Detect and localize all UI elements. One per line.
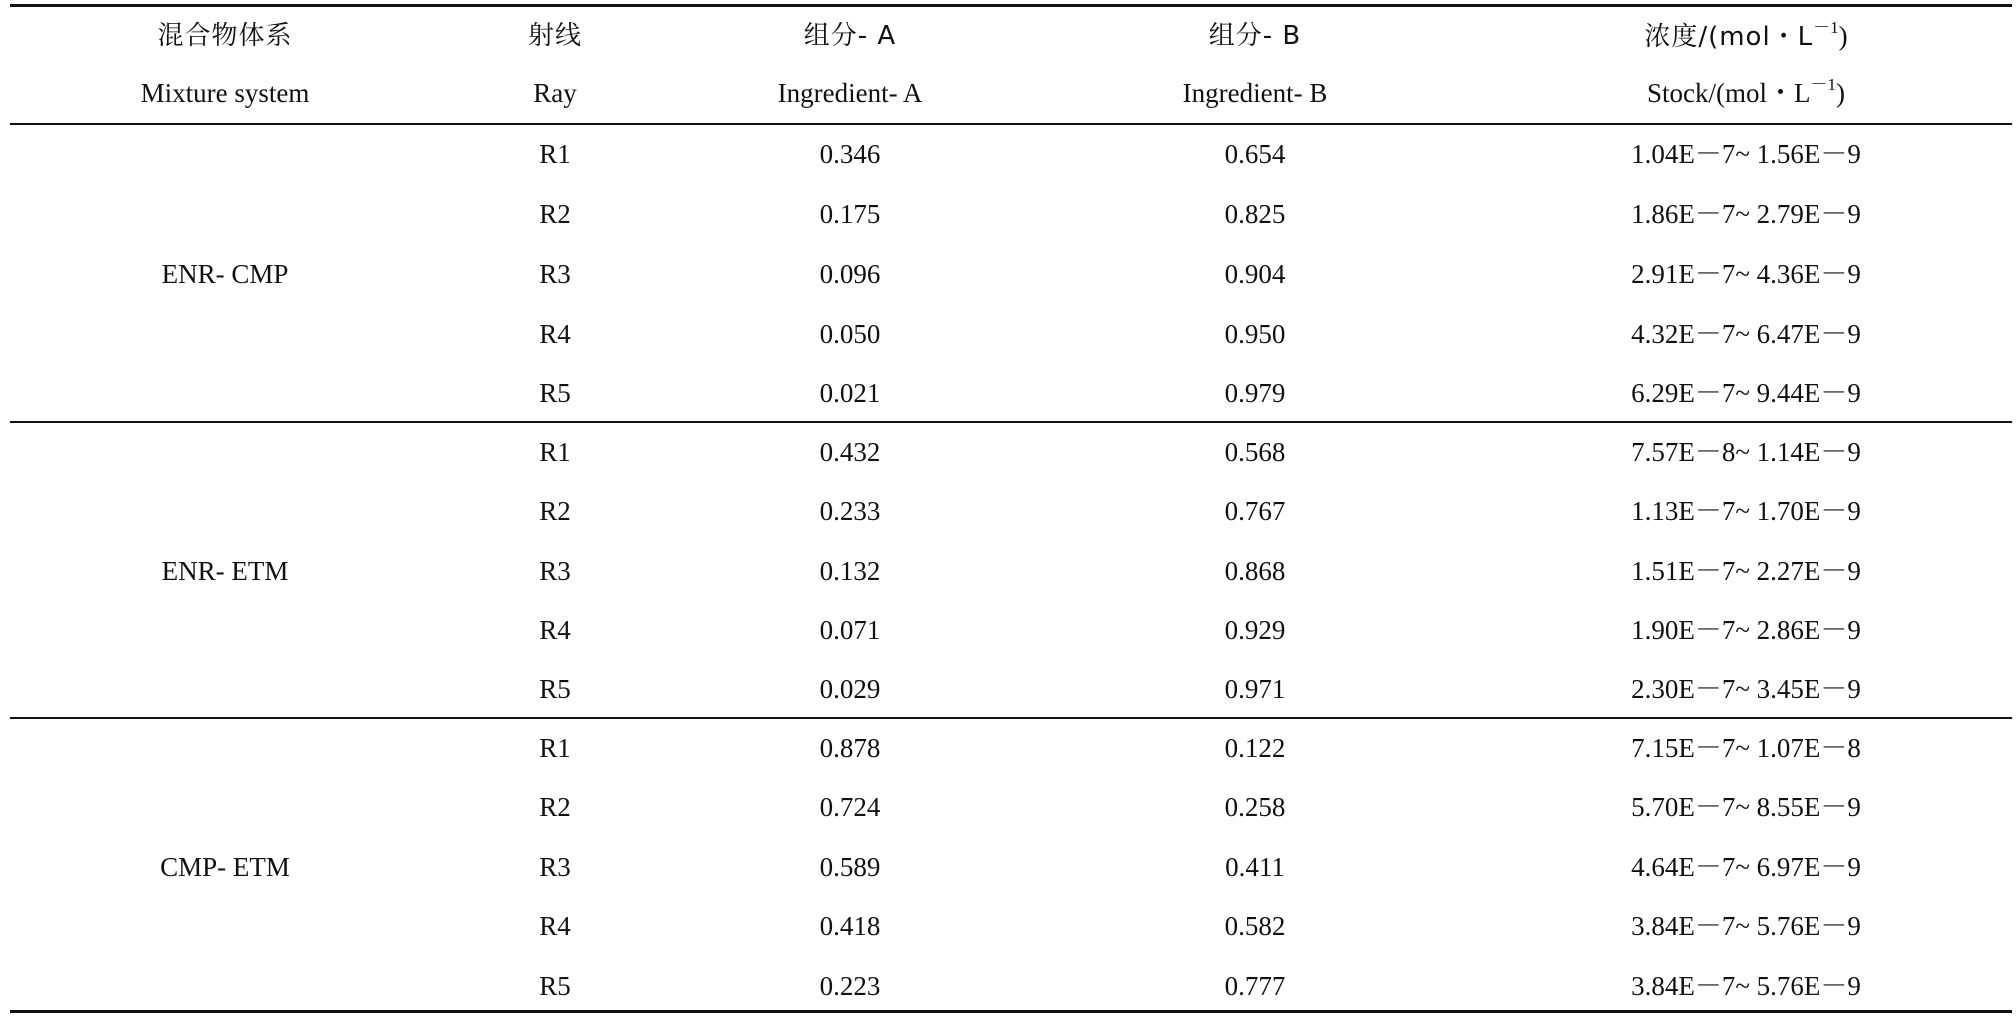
ray-cell: R1: [539, 733, 571, 763]
group-divider-rule: [10, 421, 2012, 423]
ingredient-a-cell: 0.071: [819, 615, 881, 645]
concentration-cell: 2.91E－7~ 4.36E－9: [1631, 259, 1861, 289]
ingredient-b-cell: 0.258: [1224, 792, 1286, 822]
ingredient-a-cell: 0.589: [819, 852, 881, 882]
ray-cell: R3: [539, 852, 571, 882]
ray-cell: R4: [539, 319, 571, 349]
ray-cell: R3: [539, 556, 571, 586]
ray-cell: R3: [539, 259, 571, 289]
ingredient-a-cell: 0.418: [819, 911, 881, 941]
concentration-cell: 7.15E－7~ 1.07E－8: [1631, 733, 1861, 763]
header-concentration-zh-prefix: 浓度/(mol・L: [1644, 22, 1814, 52]
ingredient-b-cell: 0.122: [1224, 733, 1286, 763]
header-concentration-zh-suffix: ): [1838, 21, 1848, 51]
header-concentration-en-suffix: ): [1836, 78, 1845, 108]
concentration-cell: 1.51E－7~ 2.27E－9: [1631, 556, 1861, 586]
ray-cell: R1: [539, 139, 571, 169]
ray-cell: R5: [539, 674, 571, 704]
ray-cell: R4: [539, 911, 571, 941]
ingredient-a-cell: 0.132: [819, 556, 881, 586]
header-rule: [10, 123, 2012, 125]
header-concentration-zh-sup: －1: [1813, 18, 1839, 37]
header-ray-zh: 射线: [527, 21, 582, 51]
ray-cell: R2: [539, 199, 571, 229]
ingredient-b-cell: 0.582: [1224, 911, 1286, 941]
concentration-cell: 6.29E－7~ 9.44E－9: [1631, 378, 1861, 408]
header-system-en: Mixture system: [140, 78, 310, 108]
ingredient-b-cell: 0.868: [1224, 556, 1286, 586]
ingredient-b-cell: 0.979: [1224, 378, 1286, 408]
table-top-rule: [10, 4, 2012, 7]
ingredient-b-cell: 0.568: [1224, 437, 1286, 467]
group-divider-rule: [10, 717, 2012, 719]
ingredient-b-cell: 0.767: [1224, 496, 1286, 526]
concentration-cell: 1.13E－7~ 1.70E－9: [1631, 496, 1861, 526]
concentration-cell: 4.32E－7~ 6.47E－9: [1631, 319, 1861, 349]
ray-cell: R5: [539, 971, 571, 1001]
ingredient-a-cell: 0.878: [819, 733, 881, 763]
header-system-zh: 混合物体系: [157, 21, 293, 51]
concentration-cell: 1.90E－7~ 2.86E－9: [1631, 615, 1861, 645]
mixture-system-cell: CMP- ETM: [160, 852, 290, 882]
concentration-cell: 2.30E－7~ 3.45E－9: [1631, 674, 1861, 704]
ray-cell: R1: [539, 437, 571, 467]
ingredient-b-cell: 0.904: [1224, 259, 1286, 289]
ingredient-a-cell: 0.223: [819, 971, 881, 1001]
ingredient-a-cell: 0.432: [819, 437, 881, 467]
header-ingredient-a-en: Ingredient- A: [777, 78, 923, 108]
ingredient-a-cell: 0.096: [819, 259, 881, 289]
header-ray-en: Ray: [533, 78, 577, 108]
ingredient-a-cell: 0.724: [819, 792, 881, 822]
header-ingredient-b-zh: 组分- B: [1208, 21, 1302, 51]
concentration-cell: 3.84E－7~ 5.76E－9: [1631, 911, 1861, 941]
ingredient-b-cell: 0.654: [1224, 139, 1286, 169]
ingredient-b-cell: 0.411: [1225, 852, 1285, 882]
mixture-system-cell: ENR- ETM: [161, 556, 289, 586]
ingredient-a-cell: 0.233: [819, 496, 881, 526]
ray-cell: R2: [539, 792, 571, 822]
ray-cell: R5: [539, 378, 571, 408]
ray-cell: R2: [539, 496, 571, 526]
header-ingredient-a-zh: 组分- A: [803, 21, 897, 51]
ingredient-a-cell: 0.029: [819, 674, 881, 704]
ray-cell: R4: [539, 615, 571, 645]
concentration-cell: 7.57E－8~ 1.14E－9: [1631, 437, 1861, 467]
concentration-cell: 1.86E－7~ 2.79E－9: [1631, 199, 1861, 229]
ingredient-b-cell: 0.971: [1224, 674, 1286, 704]
concentration-cell: 4.64E－7~ 6.97E－9: [1631, 852, 1861, 882]
ingredient-a-cell: 0.050: [819, 319, 881, 349]
concentration-cell: 3.84E－7~ 5.76E－9: [1631, 971, 1861, 1001]
header-concentration-zh: [1480, 16, 2012, 57]
header-ingredient-b-en: Ingredient- B: [1182, 78, 1328, 108]
header-concentration-en-prefix: Stock/(mol・L: [1647, 78, 1811, 108]
table-bottom-rule: [10, 1010, 2012, 1013]
header-concentration-en-sup: －1: [1810, 75, 1836, 94]
ingredient-b-cell: 0.777: [1224, 971, 1286, 1001]
ingredient-a-cell: 0.021: [819, 378, 881, 408]
concentration-cell: 5.70E－7~ 8.55E－9: [1631, 792, 1861, 822]
concentration-cell: 1.04E－7~ 1.56E－9: [1631, 139, 1861, 169]
mixture-system-cell: ENR- CMP: [161, 259, 289, 289]
ingredient-b-cell: 0.825: [1224, 199, 1286, 229]
ingredient-a-cell: 0.346: [819, 139, 881, 169]
ingredient-b-cell: 0.950: [1224, 319, 1286, 349]
header-concentration-en: [1480, 73, 2012, 113]
ingredient-b-cell: 0.929: [1224, 615, 1286, 645]
ingredient-a-cell: 0.175: [819, 199, 881, 229]
